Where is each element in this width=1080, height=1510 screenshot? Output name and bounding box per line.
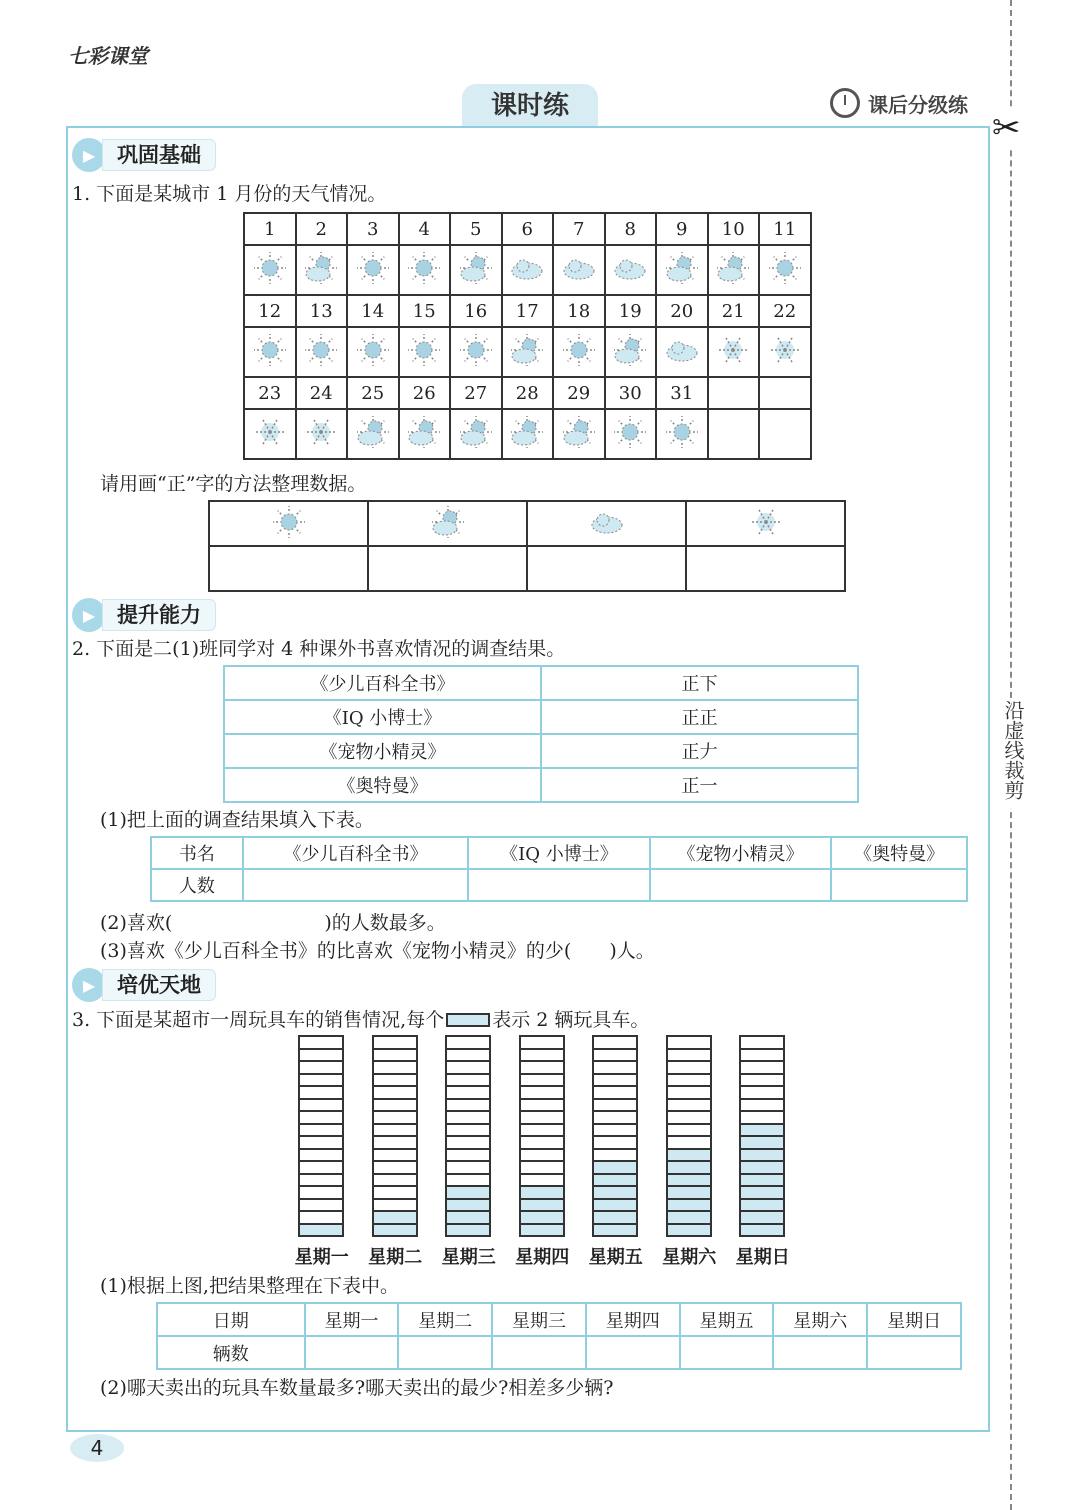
day-number: 6 [502,213,554,245]
tally-cell[interactable] [209,546,368,591]
answer-cell[interactable] [586,1336,680,1369]
day-number: 10 [708,213,760,245]
sun-icon [347,327,399,377]
empty-cell [759,409,811,459]
answer-cell[interactable] [305,1336,399,1369]
book-name: 《奥特曼》 [224,768,541,802]
answer-cell[interactable] [243,869,468,901]
sun-icon [244,245,296,295]
sales-table [156,1302,962,1370]
bar-label: 星期六 [662,1247,717,1268]
section-improve [72,597,216,633]
bar-label: 星期五 [588,1247,643,1268]
day-number: 5 [450,213,502,245]
tally-cell[interactable] [527,546,686,591]
sun-icon [605,409,657,459]
play-icon: ▶ [72,968,106,1002]
day-number: 31 [656,377,708,409]
sun-icon [553,327,605,377]
day-number: 7 [553,213,605,245]
row-label: 辆数 [157,1336,305,1369]
bar-cell-filled [298,1223,344,1238]
survey-row [224,700,858,734]
header-cell: 星期五 [680,1303,774,1336]
tally-marks: 正𠂇 [541,734,858,768]
header-cell: 《IQ 小博士》 [468,837,650,869]
book-name: 《宠物小精灵》 [224,734,541,768]
clock-icon [830,88,860,118]
day-number: 22 [759,295,811,327]
q2-sub1: (1)把上面的调查结果填入下表。 [100,809,374,831]
unit-box-icon [446,1013,490,1027]
survey-table [223,665,859,803]
day-number: 24 [296,377,348,409]
tally-marks: 正一 [541,768,858,802]
day-number: 3 [347,213,399,245]
weather-calendar [243,212,812,460]
play-icon: ▶ [72,138,106,172]
sun-icon [399,327,451,377]
sun-icon [244,327,296,377]
bar-label: 星期三 [441,1247,496,1268]
question-3: 3. 下面是某超市一周玩具车的销售情况,每个 表示 2 辆玩具车。 [72,1009,650,1031]
day-number: 28 [502,377,554,409]
day-number: 16 [450,295,502,327]
bar-星期一 [298,1035,344,1237]
answer-cell[interactable] [831,869,967,901]
play-icon: ▶ [72,598,106,632]
cloudy-sun-icon [450,409,502,459]
cloudy-sun-icon [708,245,760,295]
level-text: 课后分级练 [868,92,968,117]
bar-星期三 [445,1035,491,1237]
day-number: 2 [296,213,348,245]
day-number: 11 [759,213,811,245]
snow-icon [296,409,348,459]
level-label [830,88,968,118]
cloudy-sun-icon [605,327,657,377]
survey-row [224,768,858,802]
bar-label: 星期二 [368,1247,423,1268]
bar-星期五 [592,1035,638,1237]
day-number: 26 [399,377,451,409]
day-number: 9 [656,213,708,245]
bar-label: 星期四 [515,1247,570,1268]
snow-icon [686,501,845,546]
header-cell: 星期四 [586,1303,680,1336]
cloudy-sun-icon [399,409,451,459]
cloudy-sun-icon [553,409,605,459]
tally-cell[interactable] [368,546,527,591]
survey-row [224,734,858,768]
bar-day-labels [285,1243,800,1269]
tally-marks: 正正 [541,700,858,734]
sun-icon [296,327,348,377]
header-cell: 星期一 [305,1303,399,1336]
day-number: 29 [553,377,605,409]
question-2: 2. 下面是二(1)班同学对 4 种课外书喜欢情况的调查结果。 [72,638,566,660]
q3-sub1: (1)根据上图,把结果整理在下表中。 [100,1275,399,1297]
cut-instruction: 沿虚线裁剪 [998,700,1026,808]
header-cell: 《宠物小精灵》 [650,837,832,869]
q1-instruction: 请用画“正”字的方法整理数据。 [100,473,367,495]
bar-cell-filled [739,1223,785,1238]
bar-星期日 [739,1035,785,1237]
section-advanced [72,967,216,1003]
day-number: 17 [502,295,554,327]
book-name: 《少儿百科全书》 [224,666,541,700]
day-number: 30 [605,377,657,409]
cloudy-sun-icon [368,501,527,546]
bar-label: 星期一 [294,1247,349,1268]
day-number: 27 [450,377,502,409]
bar-星期四 [519,1035,565,1237]
day-number: 1 [244,213,296,245]
section-title: 巩固基础 [102,139,216,171]
row-label: 人数 [151,869,243,901]
bar-星期二 [372,1035,418,1237]
header-cell: 《少儿百科全书》 [243,837,468,869]
section-title: 培优天地 [102,969,216,1001]
day-number [759,377,811,409]
q2-sub3: (3)喜欢《少儿百科全书》的比喜欢《宠物小精灵》的少( )人。 [100,940,655,962]
tally-marks: 正下 [541,666,858,700]
page-title: 课时练 [462,84,598,128]
day-number: 15 [399,295,451,327]
day-number: 14 [347,295,399,327]
section-title: 提升能力 [102,599,216,631]
bar-cell-filled [445,1223,491,1238]
day-number: 23 [244,377,296,409]
bar-cell-filled [372,1223,418,1238]
brand-logo: 七彩课堂 [68,44,148,68]
day-number: 21 [708,295,760,327]
bar-cell-filled [519,1223,565,1238]
sun-icon [656,409,708,459]
day-number: 18 [553,295,605,327]
day-number: 12 [244,295,296,327]
day-number: 13 [296,295,348,327]
section-basic [72,137,216,173]
header-cell: 《奥特曼》 [831,837,967,869]
empty-cell [708,409,760,459]
tally-table [208,500,846,592]
bar-cell-filled [666,1223,712,1238]
answer-cell[interactable] [680,1336,774,1369]
answer-cell[interactable] [773,1336,867,1369]
survey-row [224,666,858,700]
header-cell: 星期二 [398,1303,492,1336]
answer-cell[interactable] [398,1336,492,1369]
scissors-icon: ✂ [992,108,1021,148]
cloudy-sun-icon [502,327,554,377]
answer-cell[interactable] [468,869,650,901]
day-number [708,377,760,409]
question-1: 1. 下面是某城市 1 月份的天气情况。 [72,183,387,205]
answer-cell[interactable] [492,1336,586,1369]
cloudy-sun-icon [450,245,502,295]
book-fill-table [150,836,968,902]
cloud-icon [527,501,686,546]
answer-cell[interactable] [867,1336,961,1369]
cloudy-sun-icon [347,409,399,459]
cloud-icon [605,245,657,295]
header-cell: 星期六 [773,1303,867,1336]
cloud-icon [553,245,605,295]
sun-icon [347,245,399,295]
header-cell: 书名 [151,837,243,869]
header-cell: 星期三 [492,1303,586,1336]
header-cell: 日期 [157,1303,305,1336]
bar-label: 星期日 [735,1247,790,1268]
bar-星期六 [666,1035,712,1237]
cloudy-sun-icon [656,245,708,295]
answer-cell[interactable] [650,869,832,901]
cloud-icon [656,327,708,377]
q3-sub2: (2)哪天卖出的玩具车数量最多?哪天卖出的最少?相差多少辆? [100,1377,614,1399]
sun-icon [759,245,811,295]
day-number: 4 [399,213,451,245]
sun-icon [209,501,368,546]
day-number: 20 [656,295,708,327]
cloud-icon [502,245,554,295]
snow-icon [244,409,296,459]
sun-icon [399,245,451,295]
day-number: 19 [605,295,657,327]
page-number: 4 [70,1434,124,1462]
tally-cell[interactable] [686,546,845,591]
book-name: 《IQ 小博士》 [224,700,541,734]
q2-sub2: (2)喜欢( )的人数最多。 [100,912,446,934]
snow-icon [759,327,811,377]
header-cell: 星期日 [867,1303,961,1336]
cloudy-sun-icon [502,409,554,459]
bar-cell-filled [592,1223,638,1238]
cloudy-sun-icon [296,245,348,295]
snow-icon [708,327,760,377]
day-number: 8 [605,213,657,245]
day-number: 25 [347,377,399,409]
sun-icon [450,327,502,377]
